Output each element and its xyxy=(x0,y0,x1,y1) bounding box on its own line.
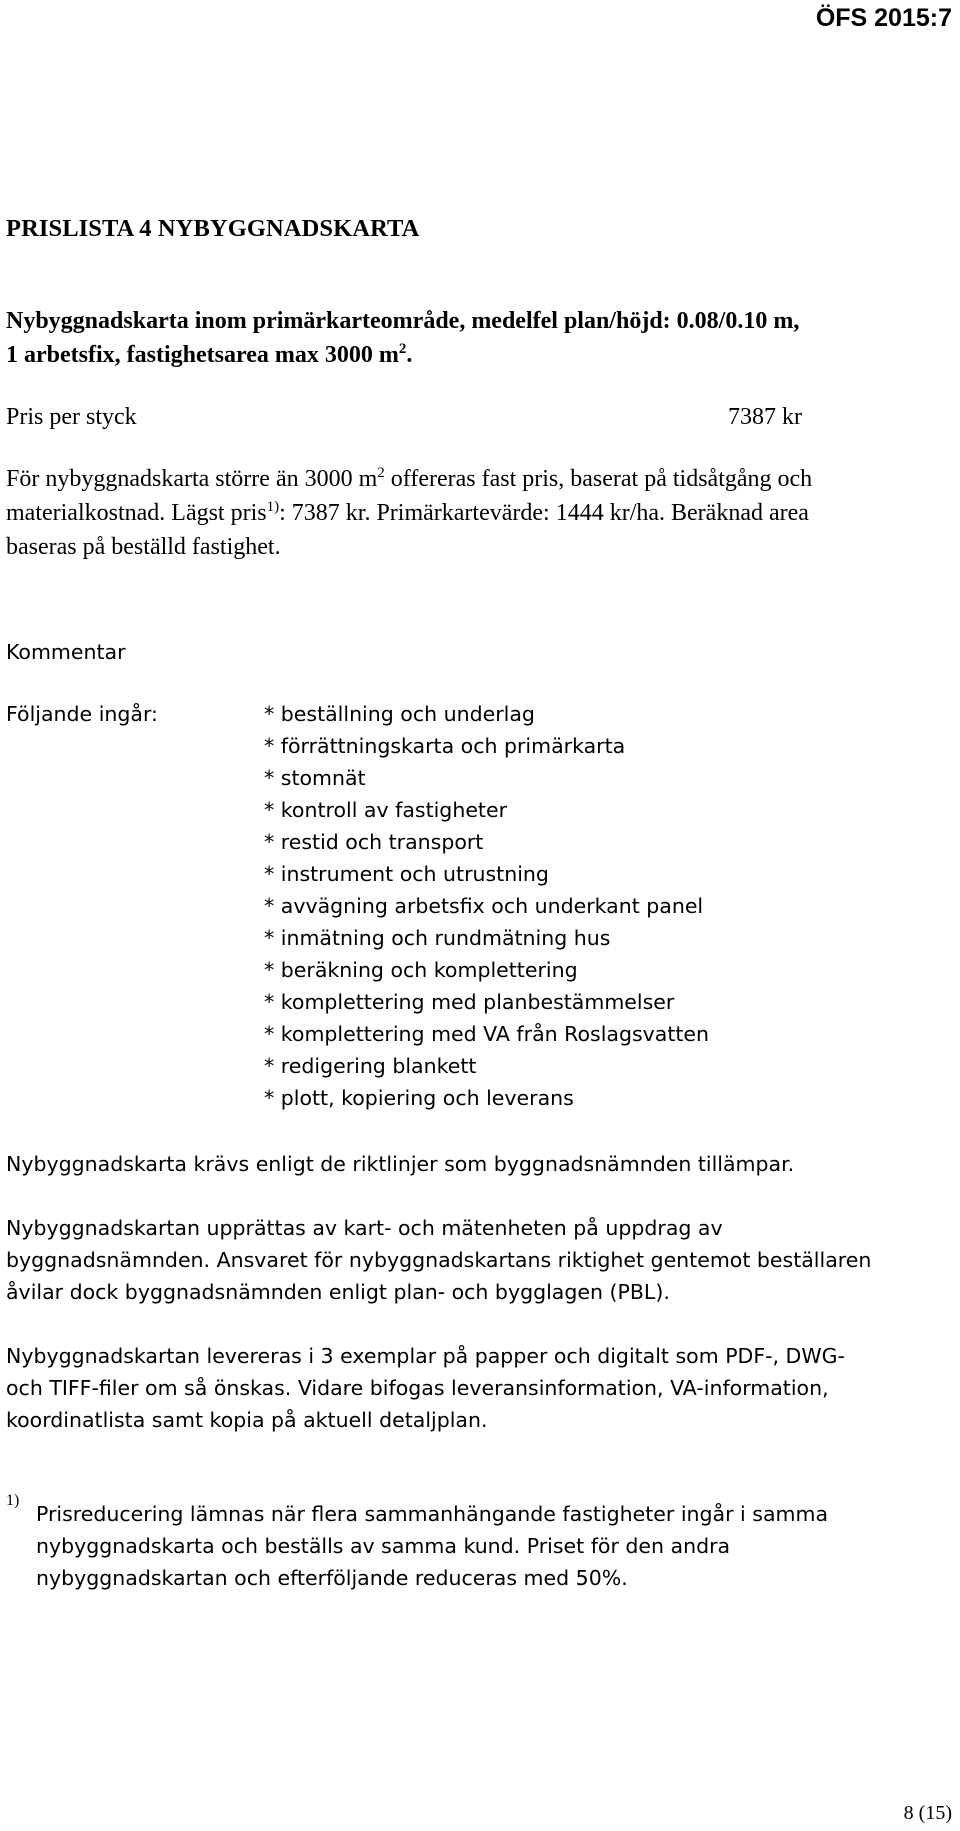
list-item: * redigering blankett xyxy=(264,1054,477,1078)
footnote-line: nybyggnadskartan och efterföljande reduceras med 50%. xyxy=(36,1566,628,1590)
large-area-line-3: baseras på beställd fastighet. xyxy=(6,534,281,560)
paragraph-responsibility-line: åvilar dock byggnadsnämnden enligt plan- och bygglagen (PBL). xyxy=(6,1280,670,1304)
paragraph-delivery-line: och TIFF-filer om så önskas. Vidare bifogas leveransinformation, VA-information, xyxy=(6,1376,829,1400)
price-value: 7387 kr xyxy=(728,404,802,430)
subtitle-line-1: Nybyggnadskarta inom primärkarteområde, medelfel plan/höjd: 0.08/0.10 m, xyxy=(6,308,800,334)
list-item: * komplettering med planbestämmelser xyxy=(264,990,675,1014)
list-item: * beställning och underlag xyxy=(264,702,535,726)
price-label: Pris per styck xyxy=(6,404,137,430)
paragraph-requirement: Nybyggnadskarta krävs enligt de riktlinjer som byggnadsnämnden tillämpar. xyxy=(6,1152,795,1176)
large-area-line-1: För nybyggnadskarta större än 3000 $m^2$ offereras fast pris, baserat på tidsåtgång och xyxy=(6,465,813,492)
list-item: * stomnät xyxy=(264,766,366,790)
footnote-line: Prisreducering lämnas när flera sammanhängande fastigheter ingår i samma xyxy=(36,1502,829,1526)
paragraph-responsibility-line: Nybyggnadskartan upprättas av kart- och mätenheten på uppdrag av xyxy=(6,1216,723,1240)
list-item: * plott, kopiering och leverans xyxy=(264,1086,574,1110)
list-item: * avvägning arbetsfix och underkant panel xyxy=(264,894,704,918)
paragraph-delivery-line: Nybyggnadskartan levereras i 3 exemplar på papper och digitalt som PDF-, DWG- xyxy=(6,1344,845,1368)
page-title: PRISLISTA 4 NYBYGGNADSKARTA xyxy=(6,215,420,242)
large-area-line-2: materialkostnad. Lägst pris$^{1)}$: 7387 kr. Primärkartevärde: 1444 kr/ha. Beräknad area xyxy=(6,499,809,526)
paragraph-delivery-line: koordinatlista samt kopia på aktuell detaljplan. xyxy=(6,1408,488,1432)
list-item: * inmätning och rundmätning hus xyxy=(264,926,611,950)
includes-label: Följande ingår: xyxy=(6,702,158,726)
list-item: * restid och transport xyxy=(264,830,484,854)
list-item: * kontroll av fastigheter xyxy=(264,798,508,822)
list-item: * instrument och utrustning xyxy=(264,862,549,886)
list-item: * förrättningskarta och primärkarta xyxy=(264,734,626,758)
paragraph-responsibility-line: byggnadsnämnden. Ansvaret för nybyggnadskartans riktighet gentemot beställaren xyxy=(6,1248,872,1272)
footnote-mark: 1) xyxy=(6,1492,20,1509)
comment-heading: Kommentar xyxy=(6,640,126,664)
list-item: * komplettering med VA från Roslagsvatten xyxy=(264,1022,710,1046)
document-id: ÖFS 2015:7 xyxy=(815,4,952,32)
list-item: * beräkning och komplettering xyxy=(264,958,578,982)
page-number: 8 (15) xyxy=(903,1802,952,1824)
footnote-line: nybyggnadskarta och beställs av samma kund. Priset för den andra xyxy=(36,1534,731,1558)
subtitle-line-2: 1 arbetsfix, fastighetsarea max 3000 $m^2$. xyxy=(6,341,413,368)
